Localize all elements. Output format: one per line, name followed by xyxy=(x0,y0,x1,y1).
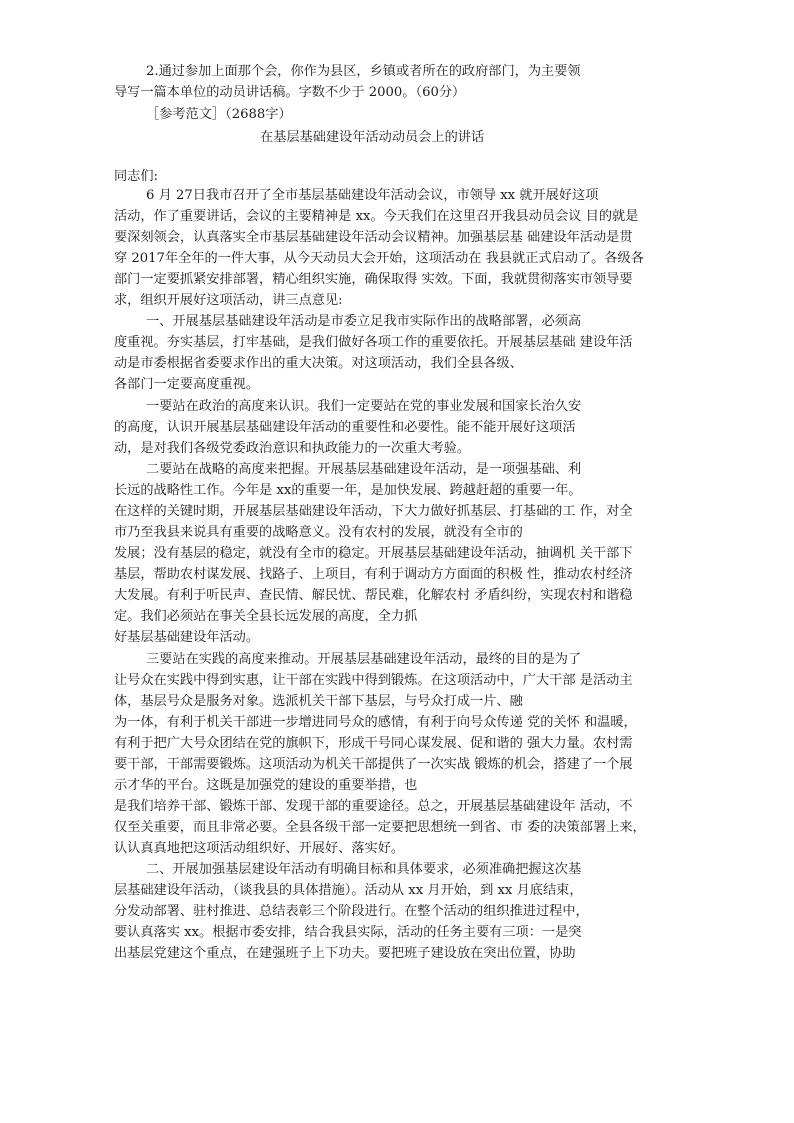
speech-title: 在基层基础建设年活动动员会上的讲话 xyxy=(260,130,485,145)
body-line: 部门一定要抓紧安排部署，精心组织实施，确保取得 实效。下面，我就贯彻落实市领导要 xyxy=(114,272,633,287)
body-line: 6 月 27日我市召开了全市基层基础建设年活动会议，市领导 xx 就开展好这项 xyxy=(146,188,599,203)
body-line: 体，基层号众是服务对象。选派机关干部下基层，与号众打成一片、融 xyxy=(114,694,523,709)
body-line: 要认真落实 xx。根据市委安排，结合我县实际，活动的任务主要有三项：一是突 xyxy=(114,925,582,940)
body-line: 基层，帮助农村谋发展、找路子、上项目，有利于调动方方面面的积极 性，推动农村经济 xyxy=(114,567,633,582)
body-line: 各部门一定要高度重视。 xyxy=(114,377,260,392)
body-line: 是我们培养干部、锻炼干部、发现干部的重要途径。总之，开展基层基础建设年 活动，不 xyxy=(114,799,633,814)
body-line: 要深刻领会，认真落实全市基层基础建设年活动会议精神。加强基层基 础建设年活动是贯 xyxy=(114,230,633,245)
body-line: 有利于把广大号众团结在党的旗帜下，形成干号同心谋发展、促和谐的 强大力量。农村需 xyxy=(114,736,633,751)
body-line: 定。我们必须站在事关全县长远发展的高度，全力抓 xyxy=(114,609,418,624)
reference-label: ［参考范文］（2688字） xyxy=(146,107,292,122)
body-line: 发展；没有基层的稳定，就没有全市的稳定。开展基层基础建设年活动，抽调机 关干部下 xyxy=(114,546,633,561)
body-line: 二要站在战略的高度来把握。开展基层基础建设年活动，是一项强基础、利 xyxy=(146,462,582,477)
body-line: 长远的战略性工作。今年是 xx的重要一年，是加快发展、跨越赶超的重要一年。 xyxy=(114,483,582,498)
body-line: 让号众在实践中得到实惠，让干部在实践中得到锻炼。在这项活动中，广大干部 是活动主 xyxy=(114,673,633,688)
body-line: 穿 2017年全年的一件大事，从今天动员大会开始，这项活动在 我县就正式启动了。各级各 xyxy=(114,251,644,266)
salutation: 同志们: xyxy=(114,169,159,184)
body-line: 一要站在政治的高度来认识。我们一定要站在党的事业发展和国家长治久安 xyxy=(146,399,582,414)
body-line: 要干部，干部需要锻炼。这项活动为机关干部提供了一次实战 锻炼的机会，搭建了一个展 xyxy=(114,757,633,772)
body-line: 在这样的关键时期，开展基层基础建设年活动，下大力做好抓基层、打基础的工 作，对全 xyxy=(114,504,633,519)
body-line: 动，是对我们各级党委政治意识和执政能力的一次重大考验。 xyxy=(114,441,471,456)
body-line: 示才华的平台。这既是加强党的建设的重要举措，也 xyxy=(114,778,418,793)
body-line: 的高度，认识开展基层基础建设年活动的重要性和必要性。能不能开展好这项活 xyxy=(114,420,576,435)
body-line: 市乃至我县来说具有重要的战略意义。没有农村的发展，就没有全市的 xyxy=(114,525,523,540)
body-line: 三要站在实践的高度来推动。开展基层基础建设年活动，最终的目的是为了 xyxy=(146,652,582,667)
body-line: 度重视。夯实基层，打牢基础，是我们做好各项工作的重要依托。开展基层基础 建设年活 xyxy=(114,335,633,350)
body-line: 层基础建设年活动，（谈我县的具体措施）。活动从 xx 月开始，到 xx 月底结束， xyxy=(114,883,583,898)
body-line: 一、开展基层基础建设年活动是市委立足我市实际作出的战略部署，必须高 xyxy=(146,314,582,329)
body-line: 二、开展加强基层建设年活动有明确目标和具体要求，必须准确把握这次基 xyxy=(146,862,582,877)
body-line: 求，组织开展好这项活动，讲三点意见: xyxy=(114,293,343,308)
body-line: 认认真真地把这项活动组织好、开展好、落实好。 xyxy=(114,841,405,856)
body-line: 动是市委根据省委要求作出的重大决策。对这项活动，我们全县各级、 xyxy=(114,356,523,371)
question-line-1: 2.通过参加上面那个会，你作为县区，乡镇或者所在的政府部门，为主要领 xyxy=(146,64,581,79)
body-line: 活动，作了重要讲话，会议的主要精神是 xx。今天我们在这里召开我县动员会议 目的就是 xyxy=(114,209,639,224)
body-line: 好基层基础建设年活动。 xyxy=(114,630,260,645)
question-line-2: 导写一篇本单位的动员讲话稿。字数不少于 2000。（60分） xyxy=(114,85,466,100)
body-line: 大发展。有利于听民声、查民情、解民忧、帮民难，化解农村 矛盾纠纷，实现农村和谐稳 xyxy=(114,588,633,603)
body-line: 为一体，有利于机关干部进一步增进同号众的感情，有利于向号众传递 党的关怀 和温暖， xyxy=(114,715,637,730)
body-line: 出基层党建这个重点，在建强班子上下功夫。要把班子建设放在突出位置，协助 xyxy=(114,946,576,961)
body-line: 仅至关重要，而且非常必要。全县各级干部一定要把思想统一到省、市 委的决策部署上来， xyxy=(114,820,646,835)
body-line: 分发动部署、驻村推进、总结表彰三个阶段进行。在整个活动的组织推进过程中， xyxy=(114,904,589,919)
